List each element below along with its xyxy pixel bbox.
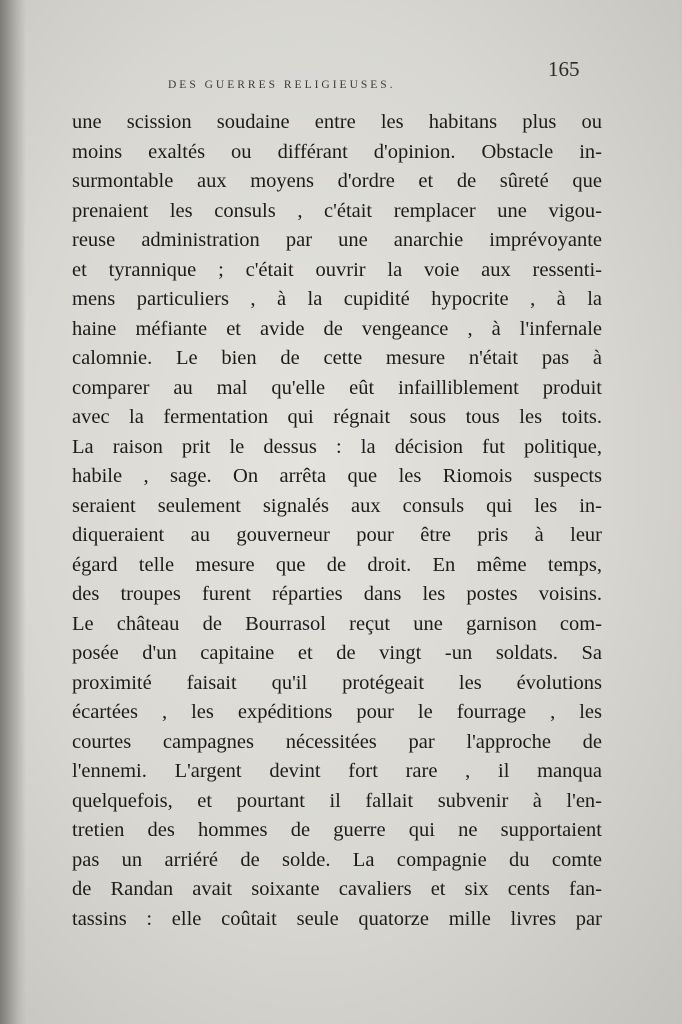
text-line: pas un arriéré de solde. La compagnie du comte: [72, 848, 602, 871]
text-line: seraient seulement signalés aux consuls qui les in-: [72, 494, 602, 517]
text-line: habile , sage. On arrêta que les Riomois suspects: [72, 465, 602, 487]
text-line: calomnie. Le bien de cette mesure n'était pas à: [72, 347, 602, 369]
text-line: surmontable aux moyens d'ordre et de sûreté que: [72, 170, 602, 192]
text-line: diqueraient au gouverneur pour être pris à leur: [72, 524, 602, 546]
page-header: [0, 55, 682, 95]
book-gutter-shadow: [0, 0, 26, 1024]
page-number: 165: [548, 57, 580, 81]
body-text: [72, 108, 602, 934]
text-line: des troupes furent réparties dans les postes voisins.: [72, 583, 602, 605]
text-line: écartées , les expéditions pour le fourrage , les: [72, 701, 602, 723]
text-line: mens particuliers , à la cupidité hypocrite , à la: [72, 288, 602, 310]
text-line: comparer au mal qu'elle eût infailliblement produit: [72, 376, 602, 399]
text-line: prenaient les consuls , c'était remplacer une vigou-: [72, 199, 602, 222]
text-line: et tyrannique ; c'était ouvrir la voie aux ressenti-: [72, 258, 602, 281]
text-line: posée d'un capitaine et de vingt -un soldats. Sa: [72, 642, 602, 664]
text-line: courtes campagnes nécessitées par l'approche de: [72, 730, 602, 753]
text-line: de Randan avait soixante cavaliers et six cents fan-: [72, 878, 602, 900]
text-line: égard telle mesure que de droit. En même temps,: [72, 553, 602, 576]
text-line: une scission soudaine entre les habitans plus ou: [72, 111, 602, 133]
text-line: tretien des hommes de guerre qui ne supportaient: [72, 819, 602, 841]
text-line: reuse administration par une anarchie imprévoyante: [72, 229, 602, 251]
running-head: DES GUERRES RELIGIEUSES.: [168, 79, 396, 91]
text-line: tassins : elle coûtait seule quatorze mille livres par: [72, 907, 602, 930]
text-line: quelquefois, et pourtant il fallait subvenir à l'en-: [72, 789, 602, 812]
text-line: haine méfiante et avide de vengeance , à l'infernale: [72, 317, 602, 340]
text-line: proximité faisait qu'il protégeait les évolutions: [72, 671, 602, 694]
text-line: Le château de Bourrasol reçut une garnison com-: [72, 612, 602, 635]
text-line: moins exaltés ou différant d'opinion. Obstacle in-: [72, 140, 602, 163]
text-line: La raison prit le dessus : la décision fut politique,: [72, 435, 602, 458]
text-line: l'ennemi. L'argent devint fort rare , il manqua: [72, 760, 602, 782]
text-line: avec la fermentation qui régnait sous tous les toits.: [72, 406, 602, 428]
